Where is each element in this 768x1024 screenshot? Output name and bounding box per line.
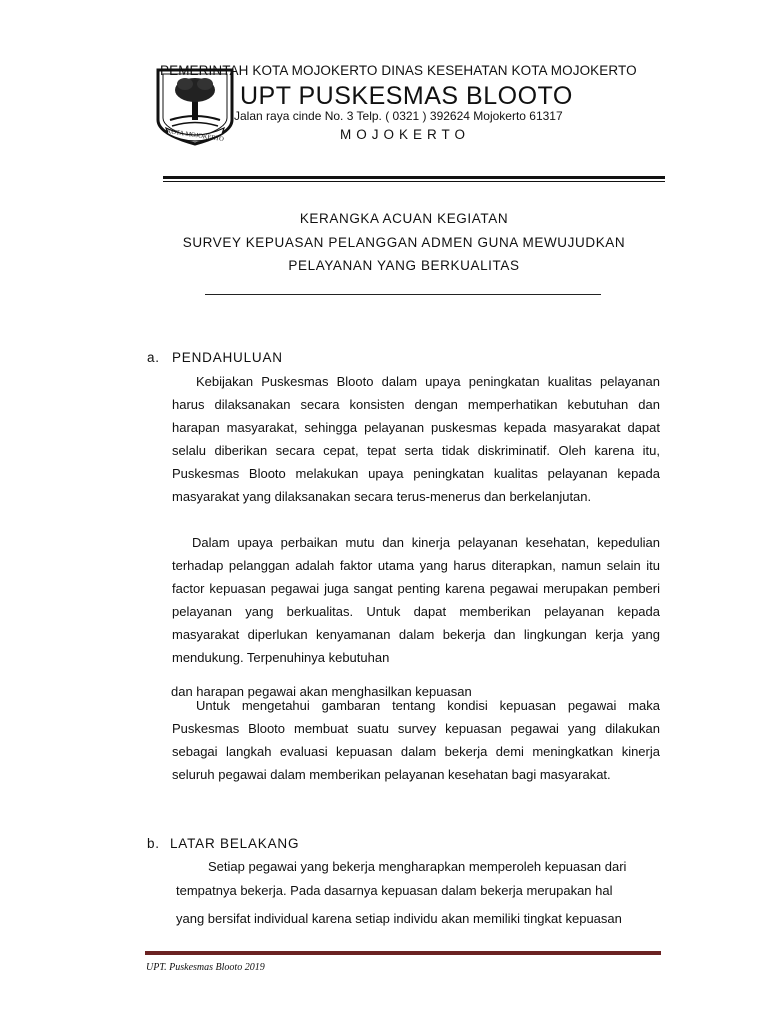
section-a-heading: PENDAHULUAN [172,350,283,365]
document-title-line-1: KERANGKA ACUAN KEGIATAN [299,211,509,226]
document-title-line-2: SURVEY KEPUASAN PELANGGAN ADMEN GUNA MEWUJUDKAN [182,235,626,250]
section-a-paragraph-2 [172,531,660,669]
title-underline [205,294,601,295]
institution-title: UPT PUSKESMAS BLOOTO [240,82,573,110]
section-a-marker: a. [147,350,160,365]
paragraph-text: Dalam upaya perbaikan mutu dan kinerja pelayanan kesehatan, kepedulian terhadap pelanggan adalah faktor utama yang harus diterapkan, namun selain itu factor kepuasan pegawai juga sangat penting karena pegawai merupakan pemberi pelayanan yang berkualitas. Untuk dapat memberikan pelayanan kepada masyarakat diperlukan kenyamanan dalam bekerja dan lingkungan kerja yang mendukung. Terpenuhinya kebutuhan [172,535,660,665]
section-b-line-2: tempatnya bekerja. Pada dasarnya kepuasan dalam bekerja merupakan hal [176,883,613,898]
document-title-line-3: PELAYANAN YANG BERKUALITAS [288,258,520,273]
government-header-line: PEMERINTAH KOTA MOJOKERTO DINAS KESEHATAN KOTA MOJOKERTO [160,63,637,78]
paragraph-text: Kebijakan Puskesmas Blooto dalam upaya peningkatan kualitas pelayanan harus dilaksanakan secara konsisten dengan memperhatikan kebutuhan dan harapan masyarakat, sehingga pelayanan puskesmas kepada masyarakat dapat selalu diberikan secara cepat, tepat serta tidak diskriminatif. Oleh karena itu, Puskesmas Blooto melakukan upaya peningkatan kualitas pelayanan kepada masyarakat yang dilaksanakan secara terus-menerus dan berkelanjutan. [172,374,660,504]
paragraph-text: Untuk mengetahui gambaran tentang kondisi kepuasan pegawai maka Puskesmas Blooto membuat suatu survey kepuasan pegawai yang dilakukan sebagai langkah evaluasi kepuasan dalam bekerja demi meningkatkan kinerja seluruh pegawai dalam memberikan pelayanan kesehatan bagi masyarakat. [172,698,660,782]
section-a-paragraph-2-end: dan harapan pegawai akan menghasilkan kepuasan [171,684,472,699]
footer-bar [145,951,661,955]
header-divider-thick [163,176,665,179]
institution-city: MOJOKERTO [340,127,471,142]
section-a-paragraph-1 [172,370,660,508]
section-a-paragraph-3 [172,694,660,786]
section-b-line-3: yang bersifat individual karena setiap individu akan memiliki tingkat kepuasan [176,911,622,926]
header-divider-thin [163,181,665,182]
institution-address: Jalan raya cinde No. 3 Telp. ( 0321 ) 392624 Mojokerto 61317 [234,109,563,123]
section-b-marker: b. [147,836,160,851]
svg-text:KOTA MOJOKERTO: KOTA MOJOKERTO [166,128,225,143]
section-b-line-1: Setiap pegawai yang bekerja mengharapkan memperoleh kepuasan dari [208,859,627,874]
section-b-heading: LATAR BELAKANG [170,836,300,851]
footer-text: UPT. Puskesmas Blooto 2019 [146,962,265,973]
